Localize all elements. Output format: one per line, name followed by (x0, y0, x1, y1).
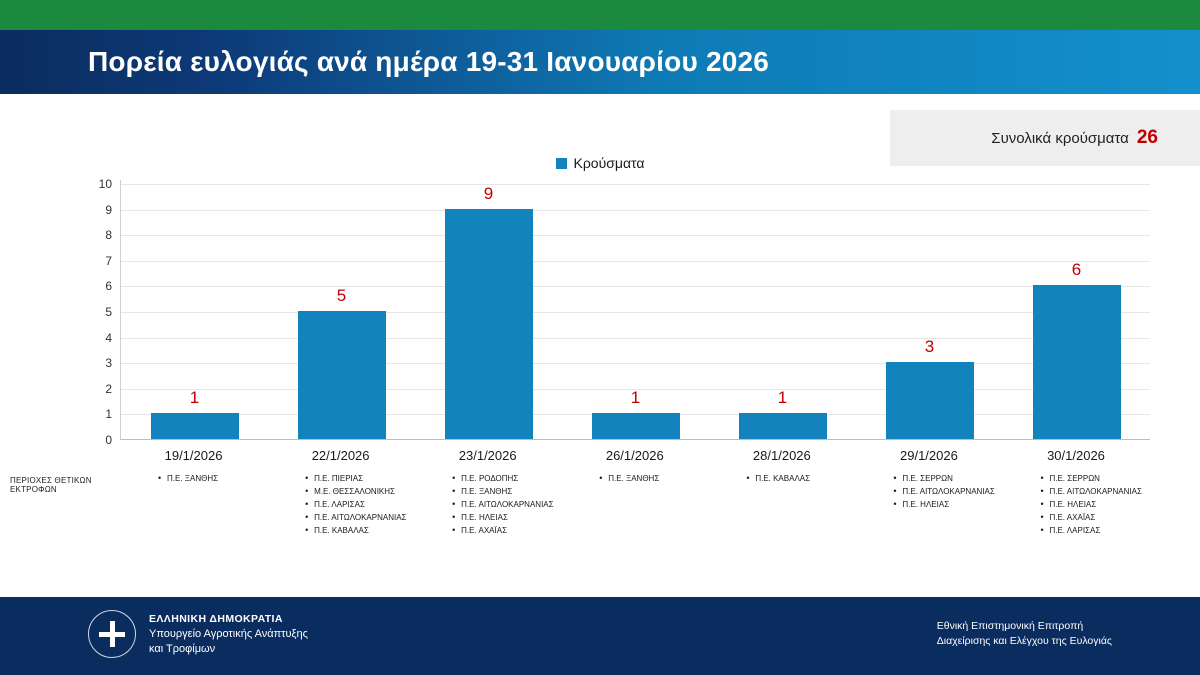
bar[interactable] (592, 413, 680, 439)
bar[interactable] (445, 209, 533, 439)
bar-column[interactable] (709, 180, 856, 439)
page-title: Πορεία ευλογιάς ανά ημέρα 19-31 Ιανουαρίου 2026 (88, 46, 770, 77)
chart-area (0, 177, 1200, 450)
x-label: 19/1/2026 (164, 448, 223, 463)
region-column (561, 472, 708, 485)
title-underline (0, 94, 1200, 97)
footer-committee (937, 619, 1112, 649)
y-tick: 5 (105, 305, 112, 319)
bar[interactable] (886, 362, 974, 439)
regions-table (120, 472, 1150, 537)
region-item: • Π.Ε. ΚΑΒΑΛΑΣ (746, 472, 855, 485)
total-cases-label: Συνολικά κρούσματα (991, 129, 1129, 147)
region-column (708, 472, 855, 485)
region-column (1002, 472, 1149, 537)
region-column (414, 472, 561, 537)
bar-value-label: 6 (1071, 260, 1082, 279)
bars-container (121, 180, 1150, 439)
bar[interactable] (739, 413, 827, 439)
bar[interactable] (1033, 285, 1121, 439)
region-item: • Π.Ε. ΑΧΑΪΑΣ (1040, 511, 1149, 524)
region-item: • Π.Ε. ΛΑΡΙΣΑΣ (305, 498, 414, 511)
region-item: • Π.Ε. ΑΙΤΩΛΟΚΑΡΝΑΝΙΑΣ (893, 485, 1002, 498)
x-label: 23/1/2026 (458, 448, 517, 463)
x-label: 22/1/2026 (311, 448, 370, 463)
x-label: 30/1/2026 (1047, 448, 1105, 463)
bar-column[interactable] (856, 180, 1003, 439)
x-label: 29/1/2026 (900, 448, 958, 463)
y-tick: 10 (98, 177, 112, 191)
plot-region (120, 180, 1150, 440)
bar-column[interactable] (1003, 180, 1150, 439)
bar[interactable] (151, 413, 239, 439)
footer-committee-line1: Εθνική Επιστημονική Επιτροπή (936, 620, 1084, 632)
footer-ministry-line2: και Τροφίμων (149, 642, 216, 655)
y-tick: 4 (105, 330, 112, 345)
x-label: 28/1/2026 (752, 448, 811, 463)
region-column (267, 472, 414, 537)
region-item: • Π.Ε. ΗΛΕΙΑΣ (452, 511, 561, 524)
bar-value-label: 3 (924, 337, 935, 356)
top-green-strip (0, 0, 1200, 30)
region-item: • Π.Ε. ΡΟΔΟΠΗΣ (452, 472, 561, 485)
region-item: • Π.Ε. ΣΕΡΡΩΝ (1040, 472, 1149, 485)
y-tick: 2 (105, 381, 112, 396)
region-column (855, 472, 1002, 511)
region-item: • Π.Ε. ΣΕΡΡΩΝ (893, 472, 1002, 485)
region-column (120, 472, 267, 485)
bar-column[interactable] (562, 180, 709, 439)
footer-branding (88, 610, 308, 658)
regions-caption: ΠΕΡΙΟΧΕΣ ΘΕΤΙΚΩΝ ΕΚΤΡΟΦΩΝ (10, 476, 92, 494)
region-item: • Π.Ε. ΠΙΕΡΙΑΣ (305, 472, 414, 485)
region-item: • Π.Ε. ΑΧΑΪΑΣ (452, 524, 561, 537)
footer (0, 597, 1200, 675)
region-item: • Π.Ε. ΑΙΤΩΛΟΚΑΡΝΑΝΙΑΣ (1040, 485, 1149, 498)
region-item: • Π.Ε. ΞΑΝΘΗΣ (158, 472, 267, 485)
y-axis (80, 177, 118, 447)
region-item: • Π.Ε. ΚΑΒΑΛΑΣ (305, 524, 414, 537)
y-tick: 1 (105, 407, 112, 422)
y-tick: 0 (105, 433, 112, 447)
y-tick: 6 (105, 279, 112, 294)
footer-ministry-line1: Υπουργείο Αγροτικής Ανάπτυξης (149, 627, 308, 640)
bar-column[interactable] (415, 180, 562, 439)
legend-swatch-icon (556, 158, 567, 169)
y-tick: 3 (105, 356, 112, 371)
region-item: • Π.Ε. ΛΑΡΙΣΑΣ (1040, 524, 1149, 537)
region-item: • Π.Ε. ΞΑΝΘΗΣ (599, 472, 708, 485)
title-band (0, 30, 1200, 94)
bar-value-label: 5 (336, 286, 347, 305)
footer-republic-label: ΕΛΛΗΝΙΚΗ ΔΗΜΟΚΡΑΤΙΑ (149, 612, 283, 625)
x-label: 26/1/2026 (605, 448, 664, 463)
region-item: • Π.Ε. ΗΛΕΙΑΣ (1040, 498, 1149, 511)
bar-column[interactable] (268, 180, 415, 439)
chart-legend (0, 155, 1200, 171)
total-cases-value: 26 (1136, 127, 1158, 148)
y-tick: 7 (105, 253, 112, 268)
y-tick: 9 (105, 202, 112, 217)
bar-column[interactable] (121, 180, 268, 439)
footer-committee-line2: Διαχείρισης και Ελέγχου της Ευλογιάς (936, 635, 1112, 647)
bar-value-label: 9 (483, 184, 494, 203)
legend-label: Κρούσματα (573, 155, 645, 171)
y-tick: 8 (105, 228, 112, 243)
bar-value-label: 1 (630, 388, 641, 407)
region-item: • Μ.Ε. ΘΕΣΣΑΛΟΝΙΚΗΣ (305, 485, 414, 498)
greek-emblem-icon (88, 610, 136, 658)
region-item: • Π.Ε. ΗΛΕΙΑΣ (893, 498, 1002, 511)
bar-value-label: 1 (777, 388, 788, 407)
region-item: • Π.Ε. ΑΙΤΩΛΟΚΑΡΝΑΝΙΑΣ (452, 498, 561, 511)
x-axis-labels (120, 448, 1150, 463)
bar-value-label: 1 (189, 388, 200, 407)
bar[interactable] (298, 311, 386, 439)
region-item: • Π.Ε. ΞΑΝΘΗΣ (452, 485, 561, 498)
region-item: • Π.Ε. ΑΙΤΩΛΟΚΑΡΝΑΝΙΑΣ (305, 511, 414, 524)
